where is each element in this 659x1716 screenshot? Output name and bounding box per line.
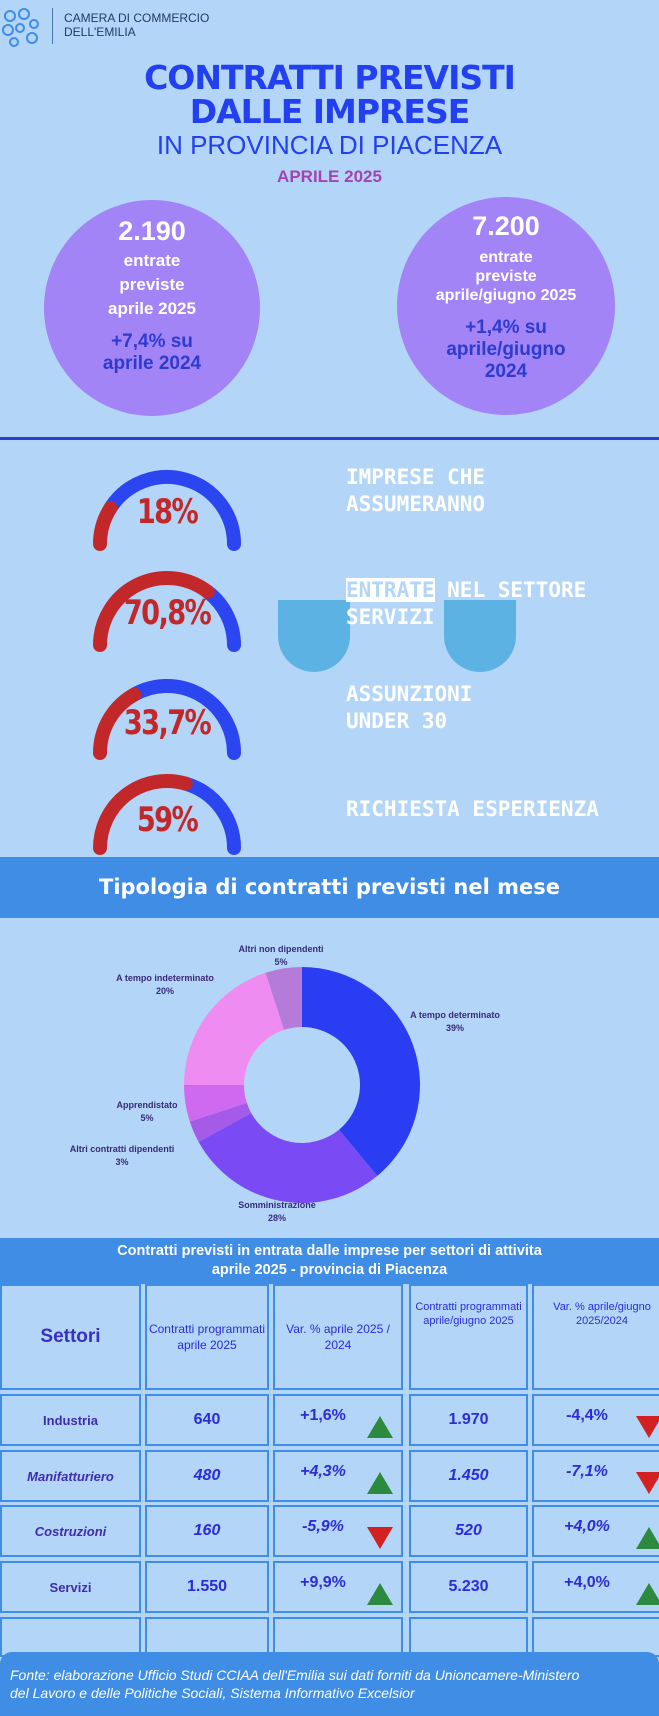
table-row-var-quarter [532, 1561, 659, 1613]
stat-text: entrate [123, 251, 181, 270]
gauge-label [346, 577, 586, 631]
slice-category: Altri non dipendenti [238, 944, 324, 954]
trend-down-icon [636, 1416, 659, 1438]
slice-value: 5% [274, 957, 288, 967]
donut-slice-label [67, 1099, 227, 1125]
trend-up-icon [636, 1527, 659, 1549]
table-row-contracts-quarter [409, 1505, 528, 1557]
donut-slice-label [42, 1143, 202, 1169]
slice-category: Altri contratti dipendenti [69, 1144, 175, 1154]
trend-up-icon [636, 1583, 659, 1605]
table-header-cell [532, 1284, 659, 1390]
stat-text: previste [119, 275, 185, 294]
period-label: APRILE 2025 [277, 167, 382, 186]
table-header-cell [409, 1284, 528, 1390]
table-row-sector-text: Costruzioni [34, 1523, 107, 1539]
gauge-percent: 18% [136, 492, 198, 532]
table-row-var-quarter [532, 1505, 659, 1557]
donut-slice-label [375, 1009, 535, 1035]
table-row-var-quarter-text: +4,0% [564, 1574, 610, 1591]
table-row-contracts-april [145, 1394, 269, 1446]
gauge-label-line2: UNDER 30 [346, 709, 448, 733]
org-name [64, 11, 209, 39]
gauge-label-line2: SERVIZI [346, 605, 435, 629]
table-row-var-quarter-text: -4,4% [566, 1407, 608, 1424]
table-empty-cell [0, 1617, 141, 1657]
table-row-contracts-quarter [409, 1450, 528, 1502]
table-row-contracts-quarter-text: 1.450 [448, 1467, 489, 1484]
table-row-var-quarter-text: -7,1% [566, 1463, 608, 1480]
stat-variation: +1,4% su [465, 317, 547, 338]
table-row-sector [0, 1561, 141, 1613]
table-row-contracts-april [145, 1505, 269, 1557]
decorative-bubble [278, 600, 350, 672]
stat-value: 7.200 [472, 211, 540, 241]
gauge-percent: 59% [136, 800, 198, 840]
source-line2: del Lavoro e delle Politiche Sociali, Sistema Informativo Excelsior [10, 1685, 415, 1701]
gauge-percent: 33,7% [123, 703, 211, 743]
table-row-var-april-text: +9,9% [300, 1574, 346, 1591]
table-row-sector [0, 1505, 141, 1557]
stat-circle-april [44, 200, 260, 416]
stat-circle-quarter [397, 197, 615, 415]
stat-variation: +7,4% su [111, 331, 193, 352]
table-header-cell-text: Var. % aprile/giugno 2025/2024 [553, 1301, 651, 1327]
table-row-contracts-april-text: 480 [193, 1467, 221, 1484]
stat-text: entrate [479, 249, 533, 266]
slice-category: A tempo indeterminato [116, 973, 214, 983]
page-title-line1: CONTRATTI PREVISTI [144, 58, 515, 97]
gauge-label-line2: ASSUMERANNO [346, 492, 486, 516]
table-empty-cell [273, 1617, 403, 1657]
slice-category: Somministrazione [238, 1200, 316, 1210]
table-row-contracts-april-text: 160 [193, 1522, 221, 1539]
table-row-sector [0, 1394, 141, 1446]
table-row-contracts-april [145, 1450, 269, 1502]
section-divider [0, 437, 659, 440]
stat-variation: 2024 [484, 361, 528, 382]
stat-variation: aprile/giugno [446, 339, 566, 360]
table-row-var-april-text: +4,3% [300, 1463, 346, 1480]
table-row-var-quarter-text: +4,0% [564, 1518, 610, 1535]
slice-category: Apprendistato [116, 1100, 178, 1110]
stat-variation: aprile 2024 [102, 353, 202, 374]
table-row-var-quarter [532, 1450, 659, 1502]
gauge-label-rest: NEL SETTORE [434, 578, 587, 602]
table-header-cell-text: Settori [40, 1326, 101, 1347]
table-header-cell-text: Var. % aprile 2025 / 2024 [286, 1322, 390, 1352]
stat-text: aprile/giugno 2025 [435, 287, 577, 304]
chamber-logo-icon [0, 6, 40, 48]
org-name-line2: DELL'EMILIA [64, 25, 136, 39]
gauge-percent: 70,8% [123, 593, 211, 633]
table-row-contracts-april-text: 640 [193, 1411, 221, 1428]
gauge-imprese [82, 462, 252, 554]
gauge-label-highlight: ENTRATE [346, 578, 435, 602]
table-header-cell [0, 1284, 141, 1390]
table-row-sector [0, 1450, 141, 1502]
table-title-line2: aprile 2025 - provincia di Piacenza [211, 1262, 448, 1278]
table-row-var-april [273, 1561, 403, 1613]
donut-slice-label [85, 972, 245, 998]
gauge-label [346, 796, 599, 823]
trend-up-icon [367, 1472, 393, 1494]
gauge-label-line1 [346, 577, 586, 604]
page-title-line2: DALLE IMPRESE [189, 92, 470, 131]
table-header-cell [145, 1284, 269, 1390]
table-row-var-april-text: -5,9% [302, 1518, 344, 1535]
gauge-label-line1: RICHIESTA ESPERIENZA [346, 797, 599, 821]
table-row-sector-text: Manifatturiero [27, 1468, 114, 1484]
table-row-var-april [273, 1394, 403, 1446]
table-row-contracts-april-text: 1.550 [186, 1578, 228, 1595]
gauge-label-line1: ASSUNZIONI [346, 682, 473, 706]
table-row-contracts-quarter [409, 1561, 528, 1613]
table-row-contracts-quarter [409, 1394, 528, 1446]
slice-value: 3% [115, 1157, 129, 1167]
slice-category: A tempo determinato [410, 1010, 500, 1020]
gauge-label [346, 464, 485, 518]
trend-down-icon [636, 1472, 659, 1494]
page-subtitle: IN PROVINCIA DI PIACENZA [156, 130, 503, 160]
table-row-contracts-april [145, 1561, 269, 1613]
table-row-sector-text: Servizi [49, 1579, 92, 1595]
logo-divider [52, 8, 53, 44]
table-row-contracts-quarter-text: 520 [455, 1522, 482, 1539]
gauge-label-line1: IMPRESE CHE [346, 465, 486, 489]
section-title: Tipologia di contratti previsti nel mese [0, 857, 659, 918]
source-footer [0, 1652, 659, 1716]
table-row-var-quarter [532, 1394, 659, 1446]
table-empty-cell [145, 1617, 269, 1657]
stat-text: previste [475, 268, 537, 285]
stat-value: 2.190 [118, 216, 186, 246]
slice-value: 20% [155, 986, 174, 996]
trend-up-icon [367, 1583, 393, 1605]
org-name-line1: CAMERA DI COMMERCIO [64, 11, 210, 25]
table-row-var-april-text: +1,6% [300, 1407, 346, 1424]
table-row-sector-text: Industria [43, 1412, 98, 1428]
table-row-contracts-quarter-text: 1.970 [448, 1411, 489, 1428]
table-title-line1: Contratti previsti in entrata dalle imprese per settori di attivita [117, 1243, 542, 1259]
table-title [0, 1238, 659, 1284]
table-empty-cell [409, 1617, 528, 1657]
table-header-cell-text: Contratti programmati aprile 2025 [148, 1322, 266, 1352]
gauge-esperienza [82, 766, 252, 858]
stat-text: aprile 2025 [108, 299, 196, 318]
slice-value: 5% [140, 1113, 154, 1123]
gauge-label [346, 681, 472, 735]
gauge-under30 [82, 671, 252, 763]
trend-down-icon [367, 1527, 393, 1549]
table-row-var-april [273, 1505, 403, 1557]
donut-slice-label [197, 1199, 357, 1225]
table-header-cell-text: Contratti programmati aprile/giugno 2025 [415, 1301, 522, 1327]
table-row-var-april [273, 1450, 403, 1502]
slice-value: 28% [267, 1213, 286, 1223]
table-row-contracts-quarter-text: 5.230 [448, 1578, 489, 1595]
slice-value: 39% [445, 1023, 464, 1033]
trend-up-icon [367, 1416, 393, 1438]
table-header-cell [273, 1284, 403, 1390]
donut-slice-label [201, 943, 361, 969]
gauge-servizi [82, 563, 252, 655]
source-line1: Fonte: elaborazione Ufficio Studi CCIAA dell'Emilia sui dati forniti da Unioncamere-Ministero [10, 1667, 580, 1683]
table-empty-cell [532, 1617, 659, 1657]
